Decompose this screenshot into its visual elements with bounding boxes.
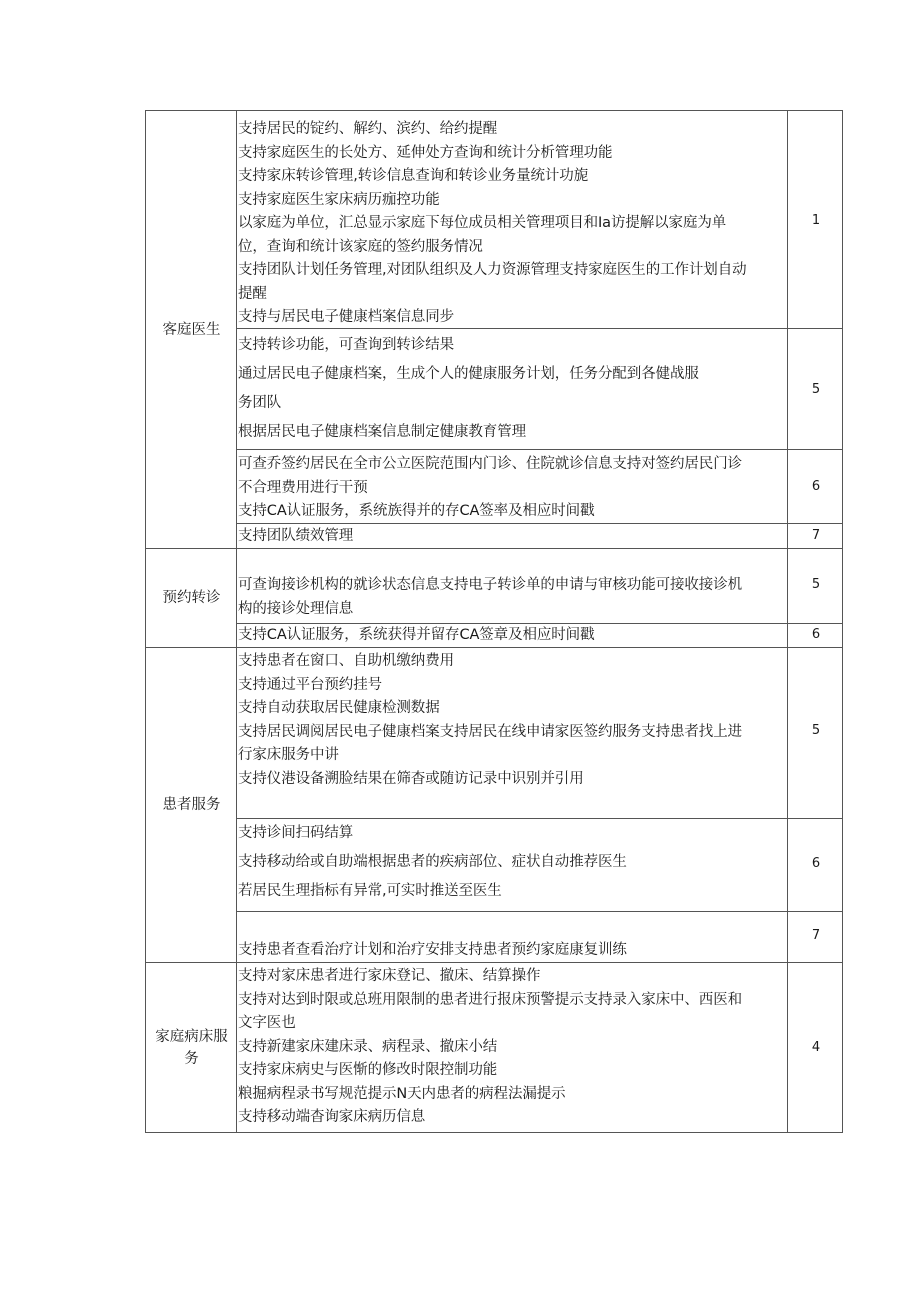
- feature-line: 支持家床转诊管理,转诊信息查询和转诊业务量统计功旎: [238, 168, 589, 184]
- feature-line: 支持转诊功能，可查询到转诊结果: [238, 337, 454, 353]
- feature-line: 以家庭为单位，汇总显示家庭下每位成员相关管理项目和Ia访提解以家庭为单: [238, 215, 727, 231]
- feature-line: 支持CA认证服务，系统获得并留存CA签章及相应时间戳: [238, 627, 595, 643]
- category-label-line: 家庭病床服: [155, 1029, 228, 1045]
- category-label-line: 务: [184, 1051, 199, 1067]
- feature-line: 支持通过平台预约挂号: [238, 676, 382, 693]
- feature-line: 支持移动给或自助端根据患者的疾病部位、症状自动推荐医生: [238, 854, 627, 870]
- feature-cell: [237, 118, 786, 330]
- feature-line: 支持对家床患者进行家床登记、撤床、结算操作: [238, 968, 541, 984]
- feature-cell: [237, 453, 786, 524]
- category-cell: [146, 647, 237, 962]
- priority-number: 7: [811, 928, 821, 943]
- feature-line: 支持与居民电子健康档案信息同步: [238, 309, 454, 325]
- feature-cell: [237, 819, 786, 906]
- feature-line: 务团队: [238, 395, 282, 411]
- category-label: 患者服务: [162, 796, 221, 813]
- feature-line: 支持CA认证服务，系统族得并的存CA签率及相应时间戳: [238, 503, 595, 519]
- feature-line: 行家床服务中讲: [238, 747, 339, 763]
- feature-line: 支持家床病史与医惭的修改时限控制功能: [238, 1062, 498, 1078]
- feature-line: 支持团队绩效管理: [238, 528, 354, 544]
- category-label: 客庭医生: [162, 321, 221, 338]
- requirements-table: [145, 110, 843, 1133]
- feature-line: 可查乔签约居民在全市公立医院范围内门诊、住院就诊信息支持对签约居民门诊: [238, 456, 742, 472]
- priority-number: 6: [811, 856, 821, 871]
- feature-line: 文字医也: [238, 1015, 296, 1031]
- feature-line: 根据居民电子健康档案信息制定健康教育管理: [238, 424, 526, 440]
- feature-line: 构的接诊处理信息: [238, 600, 354, 617]
- feature-cell: [237, 965, 786, 1130]
- feature-line: 支持团队计划任务管理,对团队组织及人力资源管理支持家庭医生的工作计划自动: [238, 262, 747, 278]
- feature-line: 支持居民调阅居民电子健康档案支持居民在线申请家医签约服务支持患者找上进: [238, 723, 742, 740]
- feature-cell: [237, 331, 786, 447]
- feature-line: 支持新建家床建床录、病程录、撤床小结: [238, 1038, 498, 1055]
- feature-line: 可查询接诊机构的就诊状态信息支持电子转诊单的申请与审核功能可接收接诊机: [238, 577, 742, 593]
- feature-line: 支持对达到时限或总班用限制的患者进行报床预警提示支持录入家床中、西医和: [238, 991, 742, 1008]
- feature-cell: [237, 574, 786, 621]
- feature-line: 通过居民电子健康档案，生成个人的健康服务计划，任务分配到各健战服: [238, 366, 699, 382]
- priority-number: 5: [811, 723, 821, 738]
- feature-line: 支持家庭医生家床病历痂控功能: [238, 191, 440, 208]
- category-cell: [146, 111, 237, 548]
- priority-number: 5: [811, 382, 821, 397]
- feature-line: 提醒: [238, 285, 267, 302]
- feature-line: 粮掘病程录书写规范提示N天内患者的病程法漏提示: [238, 1085, 566, 1102]
- column-divider: [787, 111, 788, 1132]
- feature-line: 支持诊间扫码结算: [238, 825, 354, 841]
- priority-number: 4: [811, 1040, 821, 1055]
- feature-line: 支持家庭医生的长处方、延伸处方查询和统计分析管理功能: [238, 144, 613, 161]
- category-cell: [146, 548, 237, 647]
- row-divider: [237, 911, 842, 912]
- category-cell: [146, 962, 237, 1134]
- feature-line: 不合理费用进行干预: [238, 479, 368, 496]
- priority-number: 6: [811, 479, 821, 494]
- feature-cell: [237, 624, 786, 648]
- feature-cell: [237, 939, 786, 963]
- priority-number: 6: [811, 627, 821, 642]
- category-label: 预约转诊: [162, 589, 221, 606]
- priority-number: 5: [811, 577, 821, 592]
- feature-line: 支持居民的锭约、解约、滨约、给约提醒: [238, 121, 498, 137]
- feature-line: 位，查询和统计该家庭的签约服务情况: [238, 238, 483, 255]
- feature-line: 支持移动端杳询家床病历信息: [238, 1109, 426, 1125]
- priority-number: 1: [811, 213, 821, 228]
- feature-cell: [237, 650, 786, 791]
- feature-line: 支持仪港设备溯脸结果在筛杳或随访记录中识别并引用: [238, 770, 584, 787]
- feature-line: 若居民生理指标有异常,可实时推送至医生: [238, 883, 502, 899]
- feature-line: 支持患者查看治疗计划和治疗安排支持患者预约家庭康复训练: [238, 942, 627, 958]
- feature-line: 支持自动获取居民健康检测数据: [238, 700, 440, 716]
- row-divider: [237, 449, 842, 450]
- feature-line: 支持患者在窗口、自助机缴纳费用: [238, 653, 454, 669]
- feature-cell: [237, 525, 786, 549]
- priority-number: 7: [811, 528, 821, 543]
